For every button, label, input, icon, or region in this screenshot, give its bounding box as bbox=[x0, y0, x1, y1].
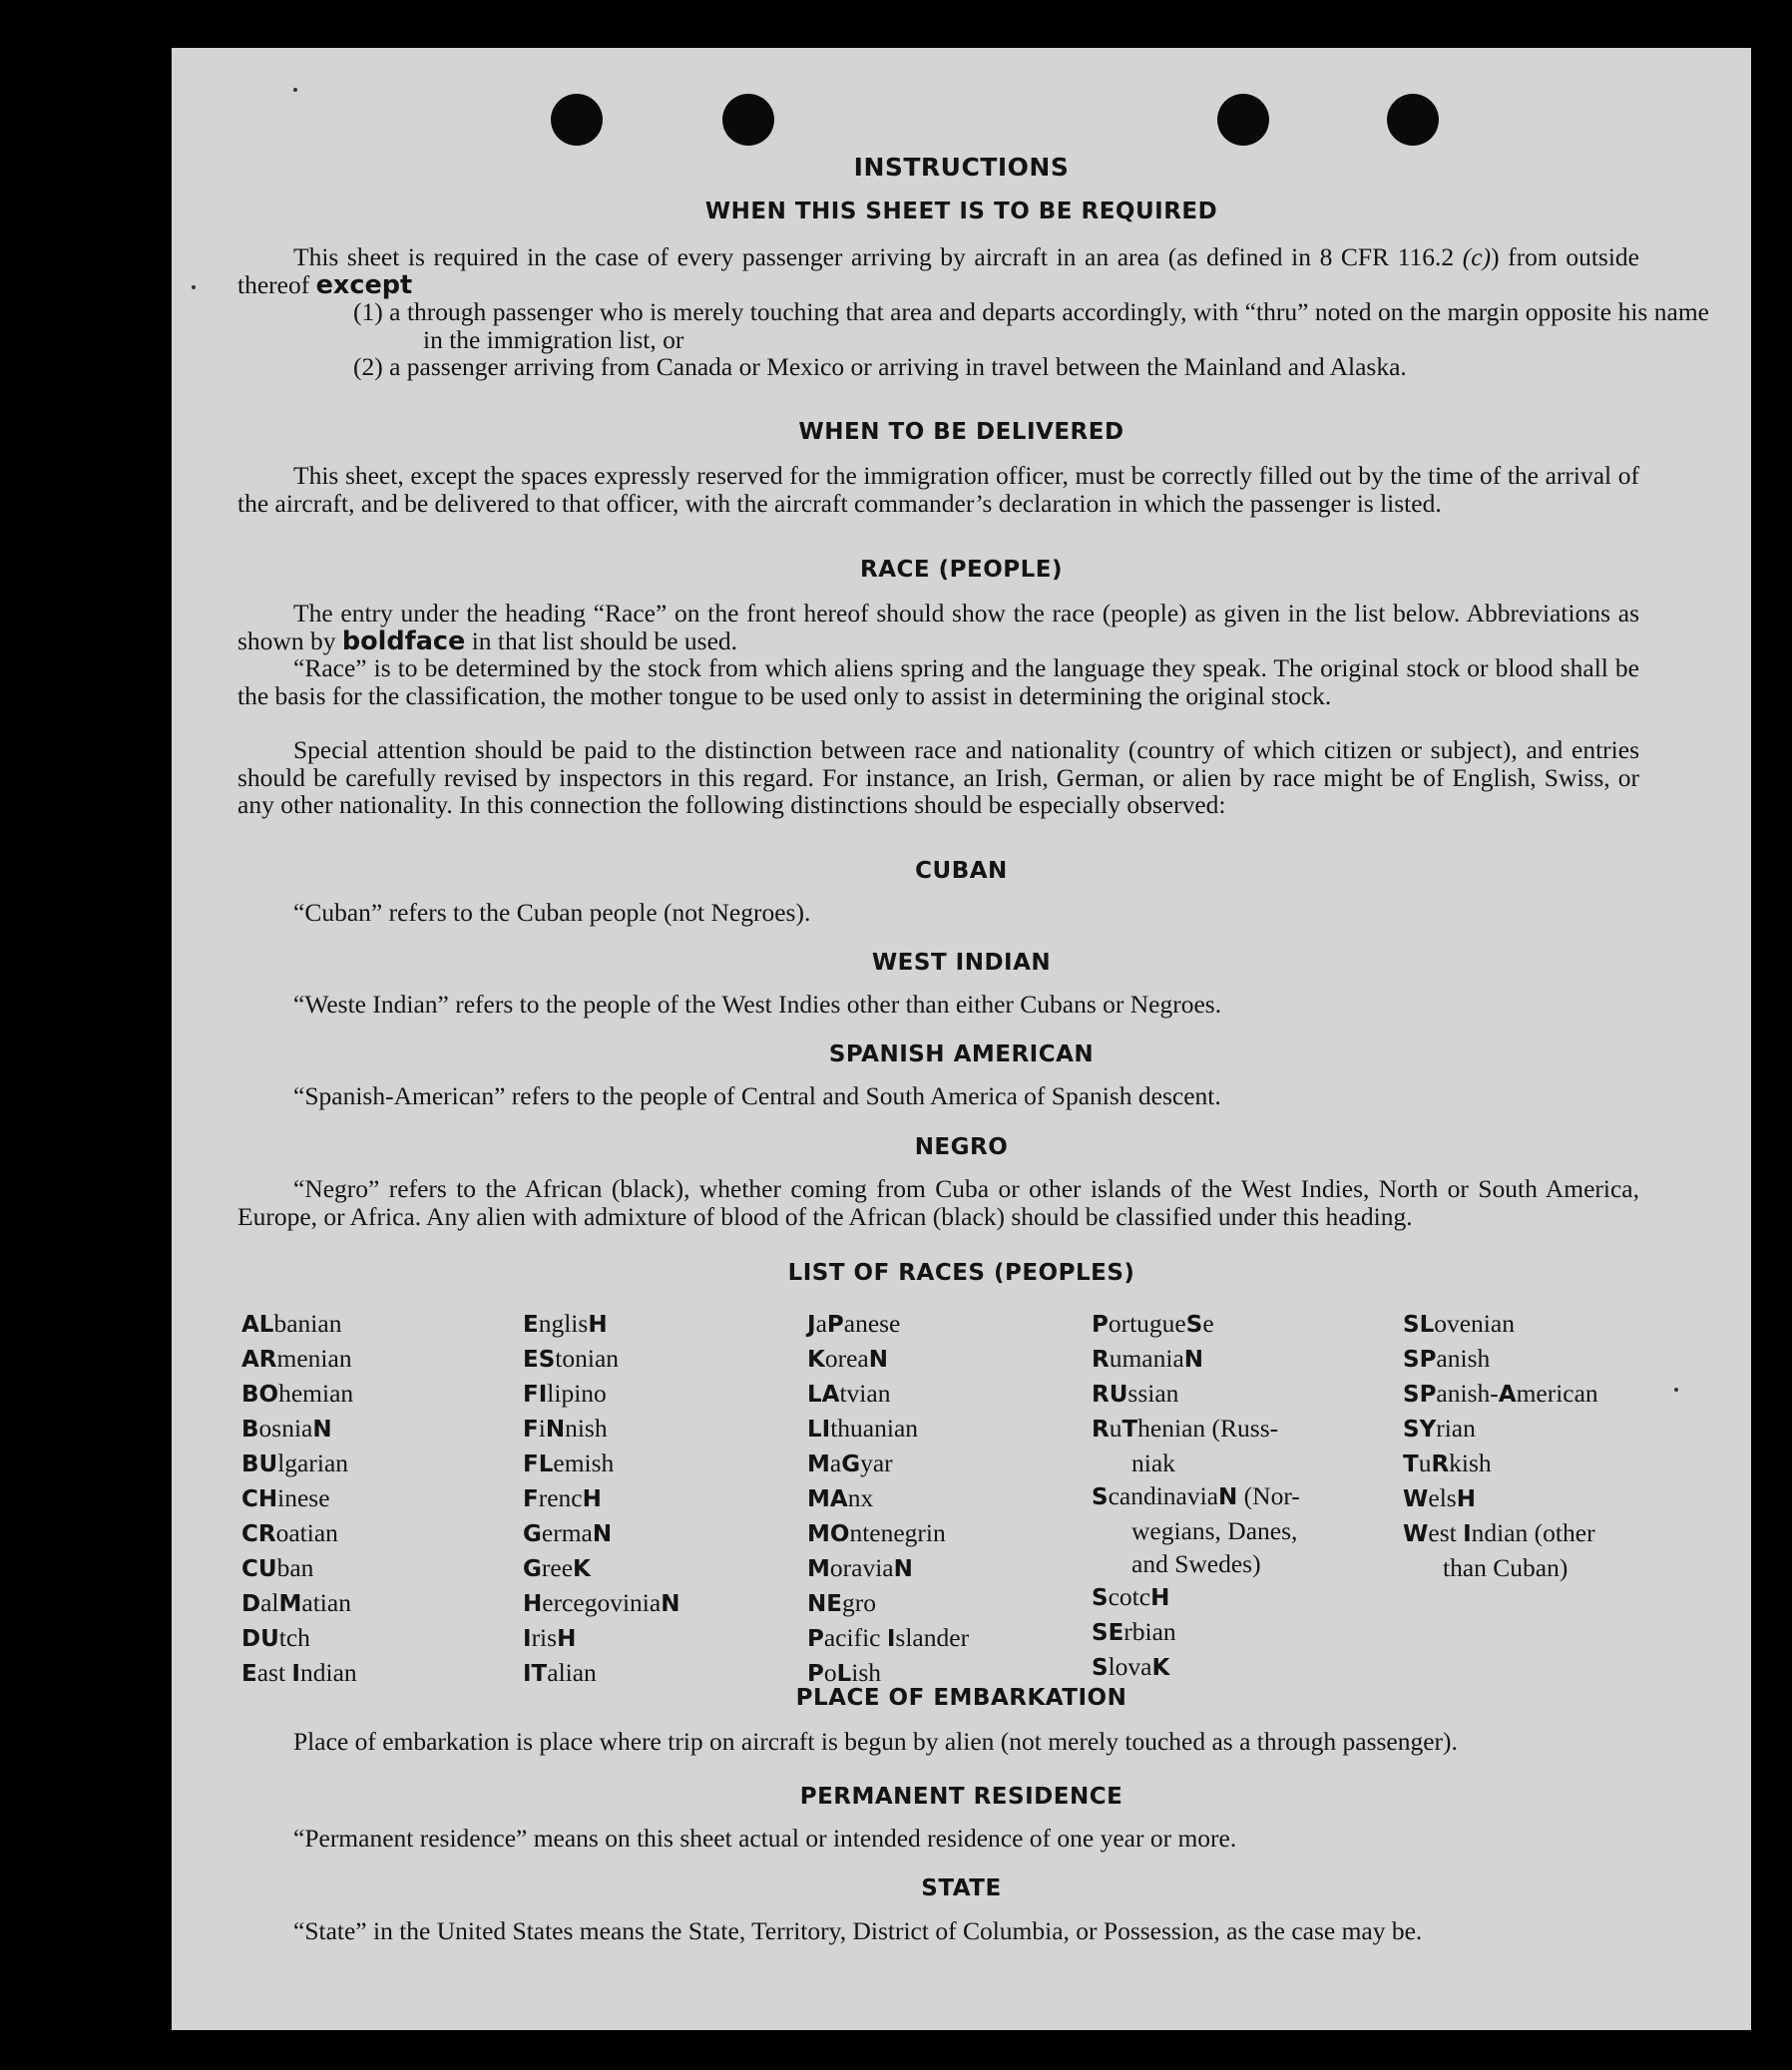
race-abbrev: N bbox=[1183, 1347, 1204, 1373]
race-text: ban bbox=[276, 1553, 314, 1582]
speck bbox=[293, 88, 297, 92]
race-abbrev: FI bbox=[523, 1382, 548, 1408]
race-abbrev: K bbox=[1151, 1655, 1170, 1681]
race-abbrev: F bbox=[523, 1486, 539, 1512]
race-entry bbox=[241, 1342, 357, 1377]
race-entry bbox=[1092, 1412, 1300, 1447]
race-abbrev: R bbox=[1431, 1451, 1450, 1477]
race-abbrev: W bbox=[1403, 1486, 1429, 1512]
race-entry bbox=[241, 1481, 357, 1516]
race-abbrev: SP bbox=[1403, 1347, 1437, 1373]
race-text: kish bbox=[1449, 1449, 1492, 1477]
race-abbrev: P bbox=[826, 1312, 844, 1338]
speck bbox=[192, 285, 196, 289]
paragraph-race-2 bbox=[237, 654, 1639, 709]
race-entry-continued bbox=[1092, 1514, 1300, 1547]
race-abbrev: M bbox=[807, 1556, 830, 1582]
race-entry bbox=[1092, 1342, 1300, 1377]
race-text: a bbox=[829, 1449, 842, 1477]
race-entry bbox=[1403, 1412, 1598, 1447]
race-text: inese bbox=[277, 1483, 330, 1512]
race-text: tonian bbox=[555, 1344, 620, 1373]
race-entry bbox=[241, 1551, 357, 1586]
heading-permanent-residence: PERMANENT RESIDENCE bbox=[799, 1784, 1123, 1810]
text: This sheet, except the spaces expressly reserved for the immigration officer, must be correctly filled out by the time of the arrival of the aircraft, and be delivered to that officer, with the aircraft commander’s declaration in which the passenger is listed. bbox=[237, 461, 1639, 518]
race-entry bbox=[1403, 1481, 1598, 1516]
race-text: ree bbox=[541, 1553, 574, 1582]
race-text: lova bbox=[1108, 1652, 1152, 1681]
race-entry bbox=[523, 1586, 679, 1621]
race-entry bbox=[523, 1551, 679, 1586]
race-entry bbox=[523, 1621, 679, 1656]
race-text: oravia bbox=[829, 1553, 894, 1582]
race-text: wegians, Danes, bbox=[1131, 1516, 1298, 1545]
race-abbrev: AR bbox=[241, 1347, 277, 1373]
race-abbrev: K bbox=[573, 1556, 591, 1582]
text-except: except bbox=[315, 269, 413, 300]
race-entry bbox=[1403, 1342, 1598, 1377]
race-abbrev: E bbox=[241, 1661, 257, 1687]
race-abbrev: SE bbox=[1092, 1620, 1124, 1646]
race-text: lipino bbox=[547, 1379, 607, 1408]
race-abbrev: CU bbox=[241, 1556, 277, 1582]
race-entry bbox=[241, 1586, 357, 1621]
race-text: merican bbox=[1516, 1379, 1598, 1408]
race-abbrev: I bbox=[886, 1626, 896, 1652]
text: “Race” is to be determined by the stock from which aliens spring and the language they speak. The original stock or blood shall be the basis for the classification, the mother tongue to be used only to assist in determining the original stock. bbox=[237, 653, 1639, 710]
race-text: niak bbox=[1131, 1449, 1175, 1477]
heading-race: RACE (PEOPLE) bbox=[860, 557, 1063, 583]
race-abbrev: R bbox=[1092, 1347, 1110, 1373]
race-entry bbox=[1092, 1307, 1300, 1342]
race-abbrev: N bbox=[592, 1521, 613, 1547]
race-abbrev: T bbox=[1121, 1417, 1138, 1443]
race-entry bbox=[241, 1516, 357, 1551]
race-entry bbox=[241, 1447, 357, 1481]
races-column bbox=[807, 1307, 969, 1691]
race-abbrev: S bbox=[1185, 1312, 1203, 1338]
text: “Cuban” refers to the Cuban people (not Negroes). bbox=[293, 898, 811, 927]
race-abbrev: MA bbox=[807, 1486, 848, 1512]
race-text: tch bbox=[278, 1623, 310, 1652]
race-abbrev: LA bbox=[807, 1382, 840, 1408]
race-abbrev: DU bbox=[241, 1626, 279, 1652]
race-abbrev: N bbox=[312, 1417, 332, 1443]
race-text: orea bbox=[824, 1344, 869, 1373]
race-entry bbox=[807, 1621, 969, 1656]
race-text: nx bbox=[847, 1483, 874, 1512]
race-text: (Nor- bbox=[1237, 1481, 1300, 1510]
race-text: banian bbox=[273, 1309, 342, 1338]
race-text: e bbox=[1202, 1309, 1214, 1338]
race-abbrev: I bbox=[1463, 1521, 1472, 1547]
race-abbrev: E bbox=[523, 1312, 539, 1338]
paragraph-permanent-residence bbox=[237, 1825, 1639, 1853]
race-text: ish bbox=[851, 1658, 882, 1687]
races-column bbox=[1092, 1307, 1300, 1685]
race-entry-continued bbox=[1403, 1551, 1598, 1584]
race-text: gro bbox=[841, 1588, 876, 1617]
text: Special attention should be paid to the distinction between race and nationality (country of which citizen or subject), and entries should be carefully revised by inspectors in this regard. For instance, an Irish, German, or alien by race might be of English, Swiss, or any other nationality. In this connection the following distinctions should be especially observed: bbox=[237, 735, 1639, 819]
race-text: and Swedes) bbox=[1131, 1549, 1261, 1578]
race-text: osnia bbox=[258, 1414, 313, 1443]
race-entry bbox=[1092, 1580, 1300, 1615]
race-entry bbox=[523, 1342, 679, 1377]
race-abbrev: H bbox=[588, 1312, 608, 1338]
race-abbrev: S bbox=[1092, 1655, 1109, 1681]
race-abbrev: D bbox=[241, 1591, 261, 1617]
race-text: alian bbox=[547, 1658, 597, 1687]
race-text: anish- bbox=[1436, 1379, 1499, 1408]
text-ref: (c) bbox=[1462, 242, 1492, 271]
race-text: ris bbox=[531, 1623, 558, 1652]
race-entry bbox=[523, 1481, 679, 1516]
paragraph-cuban bbox=[237, 899, 1639, 927]
text: This sheet is required in the case of every passenger arriving by aircraft in an area (as defined in 8 CFR 116.2 bbox=[293, 242, 1463, 271]
race-text: anish bbox=[1436, 1344, 1491, 1373]
race-abbrev: H bbox=[1456, 1486, 1476, 1512]
race-text: u bbox=[1418, 1449, 1432, 1477]
race-abbrev: FL bbox=[523, 1451, 554, 1477]
text: “Weste Indian” refers to the people of the West Indies other than either Cubans or Negroes. bbox=[293, 990, 1222, 1019]
race-text: anese bbox=[843, 1309, 901, 1338]
race-text: acific bbox=[823, 1623, 887, 1652]
race-entry bbox=[807, 1377, 969, 1412]
race-abbrev: I bbox=[291, 1661, 300, 1687]
race-text: nglis bbox=[538, 1309, 589, 1338]
text: “Spanish-American” refers to the people of Central and South America of Spanish descent. bbox=[293, 1081, 1221, 1110]
race-entry bbox=[807, 1551, 969, 1586]
race-abbrev: SL bbox=[1403, 1312, 1435, 1338]
race-text: oatian bbox=[275, 1518, 338, 1547]
race-abbrev: LI bbox=[807, 1417, 831, 1443]
race-abbrev: H bbox=[557, 1626, 577, 1652]
race-abbrev: T bbox=[1403, 1451, 1419, 1477]
race-text: yar bbox=[860, 1449, 893, 1477]
race-entry bbox=[241, 1412, 357, 1447]
text: “Negro” refers to the African (black), whether coming from Cuba or other islands of the West Indies, North or South America, Europe, or Africa. Any alien with admixture of blood of the African (black) should be classified under this heading. bbox=[237, 1174, 1639, 1231]
race-entry-continued bbox=[1092, 1447, 1300, 1479]
heading-state: STATE bbox=[921, 1875, 1002, 1901]
race-abbrev: IT bbox=[523, 1661, 548, 1687]
race-abbrev: G bbox=[523, 1521, 542, 1547]
text: The entry under the heading “Race” on the front hereof should show the race (people) as given in the list below. Abbreviations as shown by bbox=[237, 599, 1639, 655]
race-text: tvian bbox=[839, 1379, 891, 1408]
race-abbrev: G bbox=[841, 1451, 861, 1477]
race-text: lgarian bbox=[277, 1449, 349, 1477]
race-text: than Cuban) bbox=[1443, 1553, 1568, 1582]
race-abbrev: N bbox=[661, 1591, 680, 1617]
text-boldface: boldface bbox=[341, 625, 466, 656]
race-entry bbox=[807, 1447, 969, 1481]
race-entry bbox=[807, 1307, 969, 1342]
heading-when-delivered: WHEN TO BE DELIVERED bbox=[798, 419, 1124, 445]
race-abbrev: H bbox=[523, 1591, 543, 1617]
page-title: INSTRUCTIONS bbox=[853, 153, 1070, 182]
race-text: est bbox=[1428, 1518, 1464, 1547]
race-entry bbox=[523, 1516, 679, 1551]
race-text: rian bbox=[1436, 1414, 1476, 1443]
race-abbrev: F bbox=[523, 1417, 539, 1443]
punch-hole bbox=[722, 94, 774, 146]
races-column bbox=[523, 1307, 679, 1691]
race-abbrev: N bbox=[545, 1417, 566, 1443]
text: Place of embarkation is place where trip on aircraft is begun by alien (not merely touched as a through passenger). bbox=[293, 1727, 1458, 1756]
race-entry bbox=[1403, 1516, 1598, 1551]
paragraph-when-delivered bbox=[237, 462, 1639, 517]
heading-cuban: CUBAN bbox=[915, 858, 1008, 884]
document-page bbox=[172, 48, 1751, 2030]
race-abbrev: SP bbox=[1403, 1382, 1437, 1408]
speck bbox=[1674, 1388, 1678, 1392]
race-abbrev: L bbox=[836, 1661, 852, 1687]
race-entry bbox=[241, 1307, 357, 1342]
race-text: al bbox=[260, 1588, 279, 1617]
races-column bbox=[1403, 1307, 1598, 1584]
race-abbrev: BO bbox=[241, 1382, 279, 1408]
race-text: thuanian bbox=[830, 1414, 919, 1443]
race-entry bbox=[523, 1377, 679, 1412]
race-entry bbox=[1403, 1447, 1598, 1481]
race-abbrev: RU bbox=[1092, 1382, 1128, 1408]
paragraph-embarkation bbox=[237, 1728, 1639, 1756]
race-text: ndian (other bbox=[1471, 1518, 1595, 1547]
text: in that list should be used. bbox=[465, 625, 738, 655]
race-abbrev: N bbox=[893, 1556, 913, 1582]
paragraph-west-indian bbox=[237, 991, 1639, 1019]
punch-hole bbox=[551, 94, 603, 146]
race-text: i bbox=[538, 1414, 546, 1443]
race-text: ntenegrin bbox=[849, 1518, 946, 1547]
race-entry bbox=[523, 1447, 679, 1481]
race-abbrev: I bbox=[523, 1626, 532, 1652]
race-entry bbox=[523, 1412, 679, 1447]
race-entry bbox=[807, 1412, 969, 1447]
race-abbrev: H bbox=[1150, 1585, 1170, 1611]
race-abbrev: K bbox=[807, 1347, 825, 1373]
paragraph-state bbox=[237, 1917, 1639, 1945]
race-text: henian (Russ- bbox=[1137, 1414, 1279, 1443]
race-text: umania bbox=[1109, 1344, 1184, 1373]
race-abbrev: J bbox=[807, 1312, 816, 1338]
race-abbrev: B bbox=[241, 1417, 259, 1443]
paragraph-race-3 bbox=[237, 736, 1639, 819]
race-entry bbox=[1092, 1615, 1300, 1650]
race-abbrev: W bbox=[1403, 1521, 1429, 1547]
race-text: renc bbox=[538, 1483, 583, 1512]
race-entry bbox=[1092, 1650, 1300, 1685]
race-text: a bbox=[815, 1309, 827, 1338]
race-entry bbox=[807, 1516, 969, 1551]
paragraph-race-1 bbox=[237, 600, 1639, 655]
heading-west-indian: WEST INDIAN bbox=[871, 950, 1052, 976]
heading-list-of-races: LIST OF RACES (PEOPLES) bbox=[787, 1260, 1135, 1286]
race-entry bbox=[1403, 1377, 1598, 1412]
race-abbrev: P bbox=[807, 1661, 824, 1687]
race-text: u bbox=[1109, 1414, 1122, 1443]
race-text: ndian bbox=[299, 1658, 357, 1687]
race-abbrev: P bbox=[1092, 1312, 1109, 1338]
race-text: menian bbox=[276, 1344, 352, 1373]
race-text: nish bbox=[565, 1414, 608, 1443]
text: “State” in the United States means the State, Territory, District of Columbia, or Possession, as the case may be. bbox=[293, 1916, 1423, 1945]
race-abbrev: N bbox=[1218, 1484, 1238, 1510]
race-text: ercegovinia bbox=[542, 1588, 662, 1617]
race-abbrev: SY bbox=[1403, 1417, 1437, 1443]
race-abbrev: CR bbox=[241, 1521, 276, 1547]
race-text: rbian bbox=[1123, 1617, 1176, 1646]
race-abbrev: NE bbox=[807, 1591, 842, 1617]
race-text: ssian bbox=[1127, 1379, 1179, 1408]
race-text: hemian bbox=[278, 1379, 354, 1408]
text: ) from outside thereof bbox=[237, 242, 1639, 299]
paragraph-negro bbox=[237, 1175, 1639, 1230]
punch-hole bbox=[1217, 94, 1269, 146]
race-abbrev: M bbox=[278, 1591, 302, 1617]
race-abbrev: BU bbox=[241, 1451, 278, 1477]
punch-hole bbox=[1387, 94, 1439, 146]
race-text: candinavia bbox=[1108, 1481, 1219, 1510]
heading-when-required: WHEN THIS SHEET IS TO BE REQUIRED bbox=[704, 199, 1218, 224]
race-text: ortugue bbox=[1108, 1309, 1186, 1338]
race-text: cotc bbox=[1108, 1582, 1151, 1611]
race-entry bbox=[807, 1586, 969, 1621]
races-column bbox=[241, 1307, 357, 1691]
race-entry bbox=[241, 1377, 357, 1412]
race-abbrev: MO bbox=[807, 1521, 850, 1547]
race-abbrev: R bbox=[1092, 1417, 1110, 1443]
race-text: emish bbox=[553, 1449, 615, 1477]
paragraph-when-required bbox=[237, 243, 1639, 299]
race-entry-continued bbox=[1092, 1547, 1300, 1580]
race-abbrev: M bbox=[807, 1451, 830, 1477]
race-abbrev: A bbox=[1498, 1382, 1517, 1408]
heading-negro: NEGRO bbox=[914, 1134, 1009, 1160]
race-text: slander bbox=[895, 1623, 970, 1652]
paragraph-spanish-american bbox=[237, 1082, 1639, 1110]
text: “Permanent residence” means on this sheet actual or intended residence of one year or more. bbox=[293, 1824, 1237, 1853]
heading-embarkation: PLACE OF EMBARKATION bbox=[795, 1685, 1127, 1711]
race-abbrev: H bbox=[582, 1486, 602, 1512]
list-item-1: (1) a through passenger who is merely touching that area and departs accordingly, with “thru” noted on the margin opposite his name in the immigration list, or bbox=[353, 297, 1709, 354]
race-abbrev: S bbox=[1092, 1585, 1109, 1611]
race-text: ast bbox=[256, 1658, 292, 1687]
race-text: erma bbox=[541, 1518, 593, 1547]
race-entry bbox=[523, 1307, 679, 1342]
race-abbrev: AL bbox=[241, 1312, 274, 1338]
race-abbrev: ES bbox=[523, 1347, 556, 1373]
heading-spanish-american: SPANISH AMERICAN bbox=[828, 1041, 1095, 1067]
race-text: ovenian bbox=[1434, 1309, 1515, 1338]
race-entry bbox=[1403, 1307, 1598, 1342]
race-text: els bbox=[1428, 1483, 1457, 1512]
list-item-2: (2) a passenger arriving from Canada or Mexico or arriving in travel between the Mainland and Alaska. bbox=[353, 352, 1407, 381]
race-entry bbox=[1092, 1479, 1300, 1514]
race-abbrev: G bbox=[523, 1556, 542, 1582]
race-abbrev: S bbox=[1092, 1484, 1109, 1510]
race-entry bbox=[241, 1621, 357, 1656]
race-abbrev: CH bbox=[241, 1486, 278, 1512]
race-entry bbox=[807, 1481, 969, 1516]
race-abbrev: P bbox=[807, 1626, 824, 1652]
race-entry bbox=[1092, 1377, 1300, 1412]
race-text: o bbox=[823, 1658, 837, 1687]
race-text: atian bbox=[301, 1588, 351, 1617]
race-abbrev: N bbox=[868, 1347, 888, 1373]
race-entry bbox=[807, 1342, 969, 1377]
